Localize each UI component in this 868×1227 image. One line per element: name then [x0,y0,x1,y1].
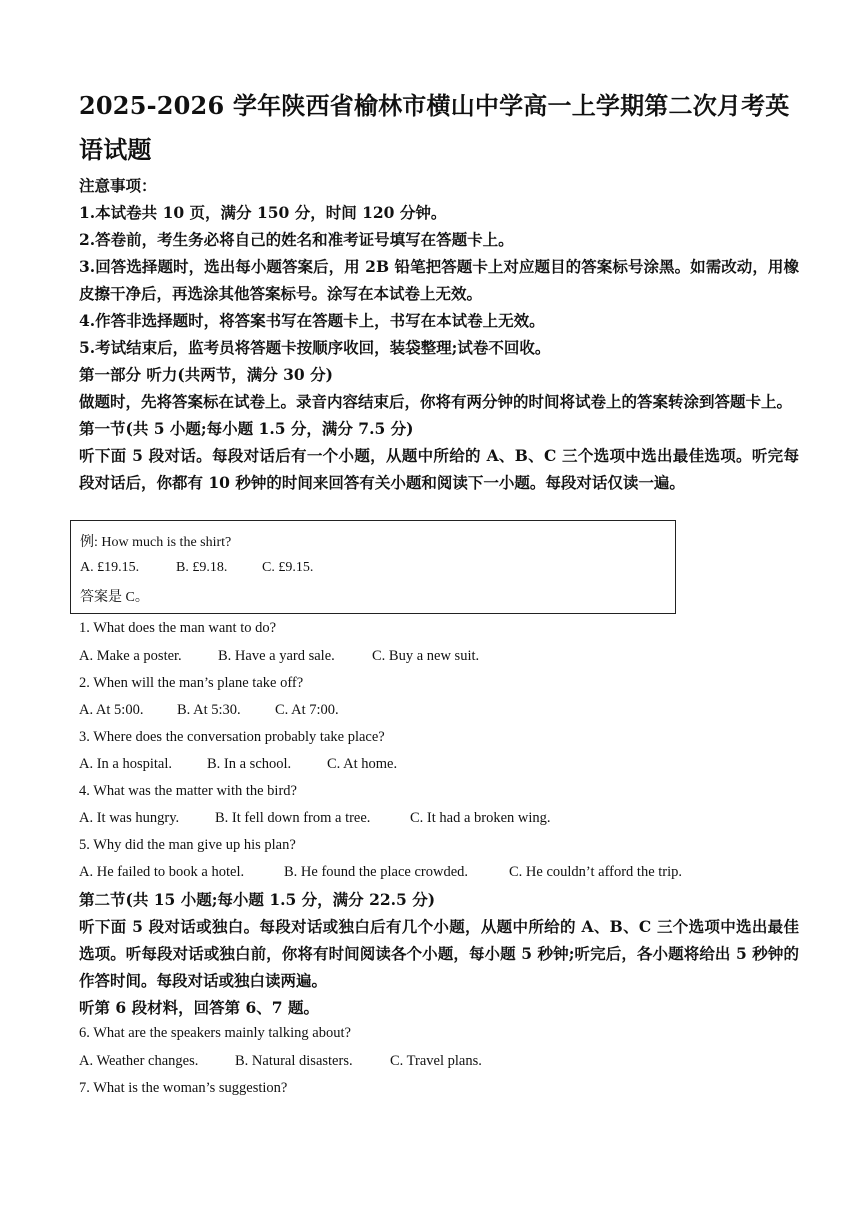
example-options [80,560,313,576]
q4-option-c: C. It had a broken wing. [410,810,551,826]
notice-item-3: 3.回答选择题时，选出每小题答案后，用 2B 铅笔把答题卡上对应题目的答案标号涂黑。如需改动，用橡皮擦干净后，再选涂其他答案标号。涂写在本试卷上无效。 [79,257,799,303]
example-option-c: C. £9.15. [262,560,314,575]
q4-option-b: B. It fell down from a tree. [215,810,371,826]
question-4-options [79,810,551,827]
question-3: 3. Where does the conversation probably take place? [79,729,385,745]
part1-heading: 第一部分 听力(共两节，满分 30 分) [79,365,333,384]
section1-instruction: 听下面 5 段对话。每段对话后有一个小题，从题中所给的 A、B、C 三个选项中选出最佳选项。听完每段对话后，你都有 10 秒钟的时间来回答有关小题和阅读下一小题。每段对话仅读一遍。 [79,446,799,492]
question-5: 5. Why did the man give up his plan? [79,837,296,853]
notice-item-4: 4.作答非选择题时，将答案书写在答题卡上，书写在本试卷上无效。 [79,311,545,330]
q5-option-a: A. He failed to book a hotel. [79,864,245,880]
section2-material: 听第 6 段材料，回答第 6、7 题。 [79,998,319,1017]
notice-item-1: 1.本试卷共 10 页，满分 150 分，时间 120 分钟。 [79,203,447,222]
question-6: 6. What are the speakers mainly talking about? [79,1025,351,1041]
q3-option-c: C. At home. [327,756,398,772]
example-option-a: A. £19.15. [80,560,140,575]
page-title: 2025-2026 学年陕西省榆林市横山中学高一上学期第二次月考英语试题 [79,91,790,164]
q5-option-b: B. He found the place crowded. [284,864,469,880]
q5-option-c: C. He couldn’t afford the trip. [509,864,683,880]
part1-instruction: 做题时，先将答案标在试卷上。录音内容结束后，你将有两分钟的时间将试卷上的答案转涂到答题卡上。 [79,392,793,411]
example-option-b: B. £9.18. [176,560,228,575]
q3-option-a: A. In a hospital. [79,756,173,772]
q1-option-c: C. Buy a new suit. [372,648,480,664]
notice-heading: 注意事项： [79,176,157,195]
question-2-options [79,702,339,719]
notice-item-5: 5.考试结束后，监考员将答题卡按顺序收回，装袋整理;试卷不回收。 [79,338,551,357]
q6-option-c: C. Travel plans. [390,1053,482,1069]
question-3-options [79,756,397,773]
section1-heading: 第一节(共 5 小题;每小题 1.5 分，满分 7.5 分) [79,419,414,438]
q6-option-b: B. Natural disasters. [235,1053,353,1069]
q4-option-a: A. It was hungry. [79,810,180,826]
question-6-options [79,1053,482,1070]
q2-option-a: A. At 5:00. [79,702,144,718]
example-question: 例: How much is the shirt? [80,535,232,550]
q1-option-a: A. Make a poster. [79,648,182,664]
question-7: 7. What is the woman’s suggestion? [79,1080,288,1096]
q6-option-a: A. Weather changes. [79,1053,199,1069]
section2-heading: 第二节(共 15 小题;每小题 1.5 分，满分 22.5 分) [79,890,436,909]
q1-option-b: B. Have a yard sale. [218,648,335,664]
notice-block [79,172,799,496]
question-4: 4. What was the matter with the bird? [79,783,297,799]
question-1-options [79,648,479,665]
section2-block [79,886,799,1021]
question-1: 1. What does the man want to do? [79,620,277,636]
example-answer: 答案是 C。 [80,590,149,605]
q2-option-c: C. At 7:00. [275,702,339,718]
section2-instruction: 听下面 5 段对话或独白。每段对话或独白后有几个小题，从题中所给的 A、B、C 三个选项中选出最佳选项。听每段对话或独白前，你将有时间阅读各个小题，每小题 5 秒钟;听完后，各小题将给出 5 秒钟的作答时间。每段对话或独白读两遍。 [79,917,799,990]
q2-option-b: B. At 5:30. [177,702,241,718]
question-2: 2. When will the man’s plane take off? [79,675,304,691]
question-5-options [79,864,682,881]
notice-item-2: 2.答卷前，考生务必将自己的姓名和准考证号填写在答题卡上。 [79,230,514,249]
q3-option-b: B. In a school. [207,756,292,772]
example-box [70,520,676,614]
